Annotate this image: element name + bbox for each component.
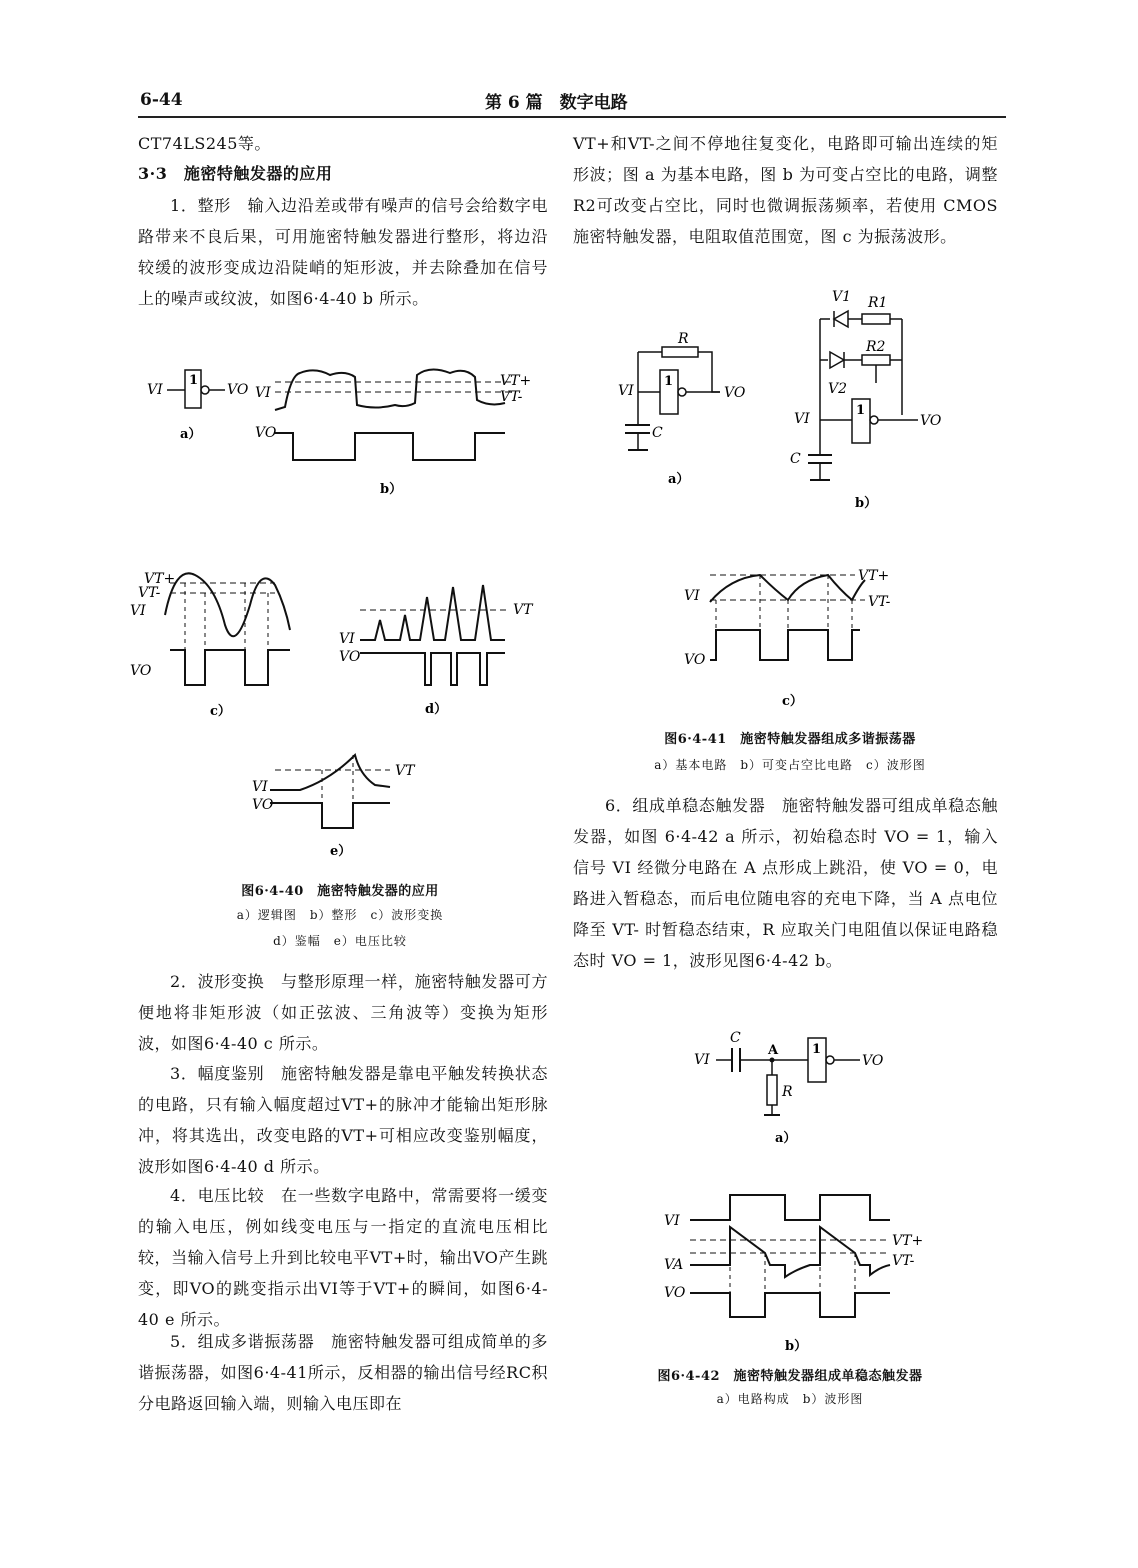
fig40b-vtp-label: VT+ <box>500 373 532 389</box>
fig40-d-amplitude-discrimination <box>335 585 535 715</box>
fig40-c-waveform-transform <box>130 565 300 719</box>
fig41b-r2-label: R2 <box>866 339 886 355</box>
fig42-a-monostable-circuit <box>690 1030 900 1150</box>
fig40b-vo-label: VO <box>255 425 277 441</box>
paragraph-waveform-transform: 2．波形变换 与整形原理一样，施密特触发器可方便地将非矩形波（如正弦波、三角波等）变换为矩形波，如图6·4-40 c 所示。 <box>138 972 548 1053</box>
fig41b-one: 1 <box>856 403 866 418</box>
fig42-subcaption: a）电路构成 b）波形图 <box>716 1392 864 1406</box>
fig40-b-shaping-waveform <box>255 355 545 495</box>
fig40e-sublabel: e） <box>330 844 352 859</box>
fig41c-vtm-label: VT- <box>868 594 891 610</box>
fig41-c-oscillation-waveform <box>680 560 940 710</box>
fig40b-vtm-label: VT- <box>500 389 523 405</box>
fig40c-vtm-label: VT- <box>138 585 161 601</box>
fig40c-vi-label: VI <box>130 603 146 619</box>
fig41b-c-label: C <box>790 451 801 467</box>
fig41a-one: 1 <box>664 374 674 389</box>
paragraph-multivibrator: 5．组成多谐振荡器 施密特触发器可组成简单的多谐振荡器，如图6·4-41所示，反相器的输出信号经RC积分电路返回输入端，则输入电压即在 <box>138 1332 548 1413</box>
fig41a-vo-label: VO <box>724 385 746 401</box>
fig41c-vtp-label: VT+ <box>858 568 890 584</box>
paragraph-amplitude-discrimination: 3．幅度鉴别 施密特触发器是靠电平触发转换状态的电路，只有输入幅度超过VT+的脉冲才能输出矩形脉冲，将其选出，改变电路的VT+可相应改变鉴别幅度，波形如图6·4-40 d 所示。 <box>138 1064 548 1176</box>
fig41c-vo-label: VO <box>684 652 706 668</box>
fig41-b-variable-duty-circuit <box>790 285 960 515</box>
fig40e-vi-label: VI <box>252 779 268 795</box>
fig42a-r-label: R <box>782 1084 793 1100</box>
fig40d-vo-label: VO <box>339 649 361 665</box>
header-rule <box>138 116 1006 118</box>
fig41-caption: 图6·4-41 施密特触发器组成多谐振荡器 <box>664 732 916 747</box>
paragraph-voltage-comparison: 4．电压比较 在一些数字电路中，常需要将一缓变的输入电压，例如线变电压与一指定的直流电压相比较，当输入信号上升到比较电平VT+时，输出VO产生跳变，即VO的跳变指示出VI等于VT+的瞬间，如图6·4-40 e 所示。 <box>138 1186 548 1329</box>
fig41-a-basic-circuit <box>600 325 750 485</box>
fig41b-sublabel: b） <box>855 496 878 511</box>
fig42b-va-label: VA <box>664 1257 684 1273</box>
fig40e-vo-label: VO <box>252 797 274 813</box>
fig42a-one: 1 <box>812 1042 822 1057</box>
fig40c-sublabel: c） <box>210 704 231 719</box>
fig40d-sublabel: d） <box>425 702 448 717</box>
fig41b-v1-label: V1 <box>832 289 852 305</box>
fig40-a-logic-symbol <box>145 360 265 440</box>
page-number: 6-44 <box>140 90 183 110</box>
fig42a-vi-label: VI <box>694 1052 710 1068</box>
fig40-subcaption-2: d）鉴幅 e）电压比较 <box>273 934 407 948</box>
fig41-subcaption: a）基本电路 b）可变占空比电路 c）波形图 <box>654 758 926 772</box>
fig42a-vo-label: VO <box>862 1053 884 1069</box>
fig42b-vo-label: VO <box>664 1285 686 1301</box>
fig40b-sublabel: b） <box>380 482 403 497</box>
fig42b-vtp-label: VT+ <box>892 1233 924 1249</box>
fig42-caption: 图6·4-42 施密特触发器组成单稳态触发器 <box>657 1369 923 1384</box>
fig42b-vi-label: VI <box>664 1213 680 1229</box>
fig40c-vtp-label: VT+ <box>144 571 176 587</box>
fig41c-vi-label: VI <box>684 588 700 604</box>
fig41b-r1-label: R1 <box>868 295 888 311</box>
fig40d-vt-label: VT <box>513 602 533 618</box>
fig40d-vi-label: VI <box>339 631 355 647</box>
fig40a-vo-label: VO <box>227 382 249 398</box>
fig41b-vo-label: VO <box>920 413 942 429</box>
fig42-b-monostable-waveform <box>660 1185 940 1355</box>
fig41b-vi-label: VI <box>794 411 810 427</box>
fig40b-vi-label: VI <box>255 385 271 401</box>
fig42a-c-label: C <box>730 1030 741 1046</box>
fig41a-vi-label: VI <box>618 383 634 399</box>
fig41c-sublabel: c） <box>782 694 803 709</box>
fig40-e-voltage-comparison <box>250 755 430 859</box>
fig40-caption: 图6·4-40 施密特触发器的应用 <box>241 884 439 899</box>
fig40a-one: 1 <box>189 373 199 388</box>
fig42b-vtm-label: VT- <box>892 1253 915 1269</box>
fig41a-r-label: R <box>678 331 689 347</box>
fig41b-v2-label: V2 <box>828 381 848 397</box>
page-title: 第 6 篇 数字电路 <box>485 93 628 113</box>
fig41a-sublabel: a） <box>668 472 690 487</box>
paragraph-shaping: 1．整形 输入边沿差或带有噪声的信号会给数字电路带来不良后果，可用施密特触发器进行整形，将边沿较缓的波形变成边沿陡峭的矩形波，并去除叠加在信号上的噪声或纹波，如图6·4-40 b 所示。 <box>138 196 548 308</box>
fig40a-sublabel: a） <box>180 427 202 442</box>
fig42b-sublabel: b） <box>785 1339 808 1354</box>
section-heading: 3·3 施密特触发器的应用 <box>138 164 333 183</box>
fig40c-vo-label: VO <box>130 663 152 679</box>
paragraph-multivibrator-cont: VT+和VT-之间不停地往复变化，电路即可输出连续的矩形波；图 a 为基本电路，图 b 为可变占空比的电路，调整R2可改变占空比，同时也微调振荡频率，若使用 CMOS 施密特触发器，电阻取值范围宽，图 c 为振荡波形。 <box>573 134 998 246</box>
fig40a-vi-label: VI <box>147 382 163 398</box>
fig40-subcaption-1: a）逻辑图 b）整形 c）波形变换 <box>236 908 444 922</box>
fig41a-c-label: C <box>652 425 663 441</box>
fig42a-a-label: A <box>768 1043 779 1058</box>
paragraph-continuation: CT74LS245等。 <box>138 134 271 153</box>
paragraph-monostable: 6．组成单稳态触发器 施密特触发器可组成单稳态触发器，如图 6·4-42 a 所示，初始稳态时 VO = 1，输入信号 VI 经微分电路在 A 点形成上跳沿，使 VO = 0，电路进入暂稳态，而后电位随电容的充电下降，当 A 点电位降至 VT- 时暂稳态结束，R 应取关门电阻值以保证电路稳态时 VO = 1，波形见图6·4-42 b。 <box>573 796 998 970</box>
fig40e-vt-label: VT <box>395 763 415 779</box>
fig42a-sublabel: a） <box>775 1131 797 1146</box>
